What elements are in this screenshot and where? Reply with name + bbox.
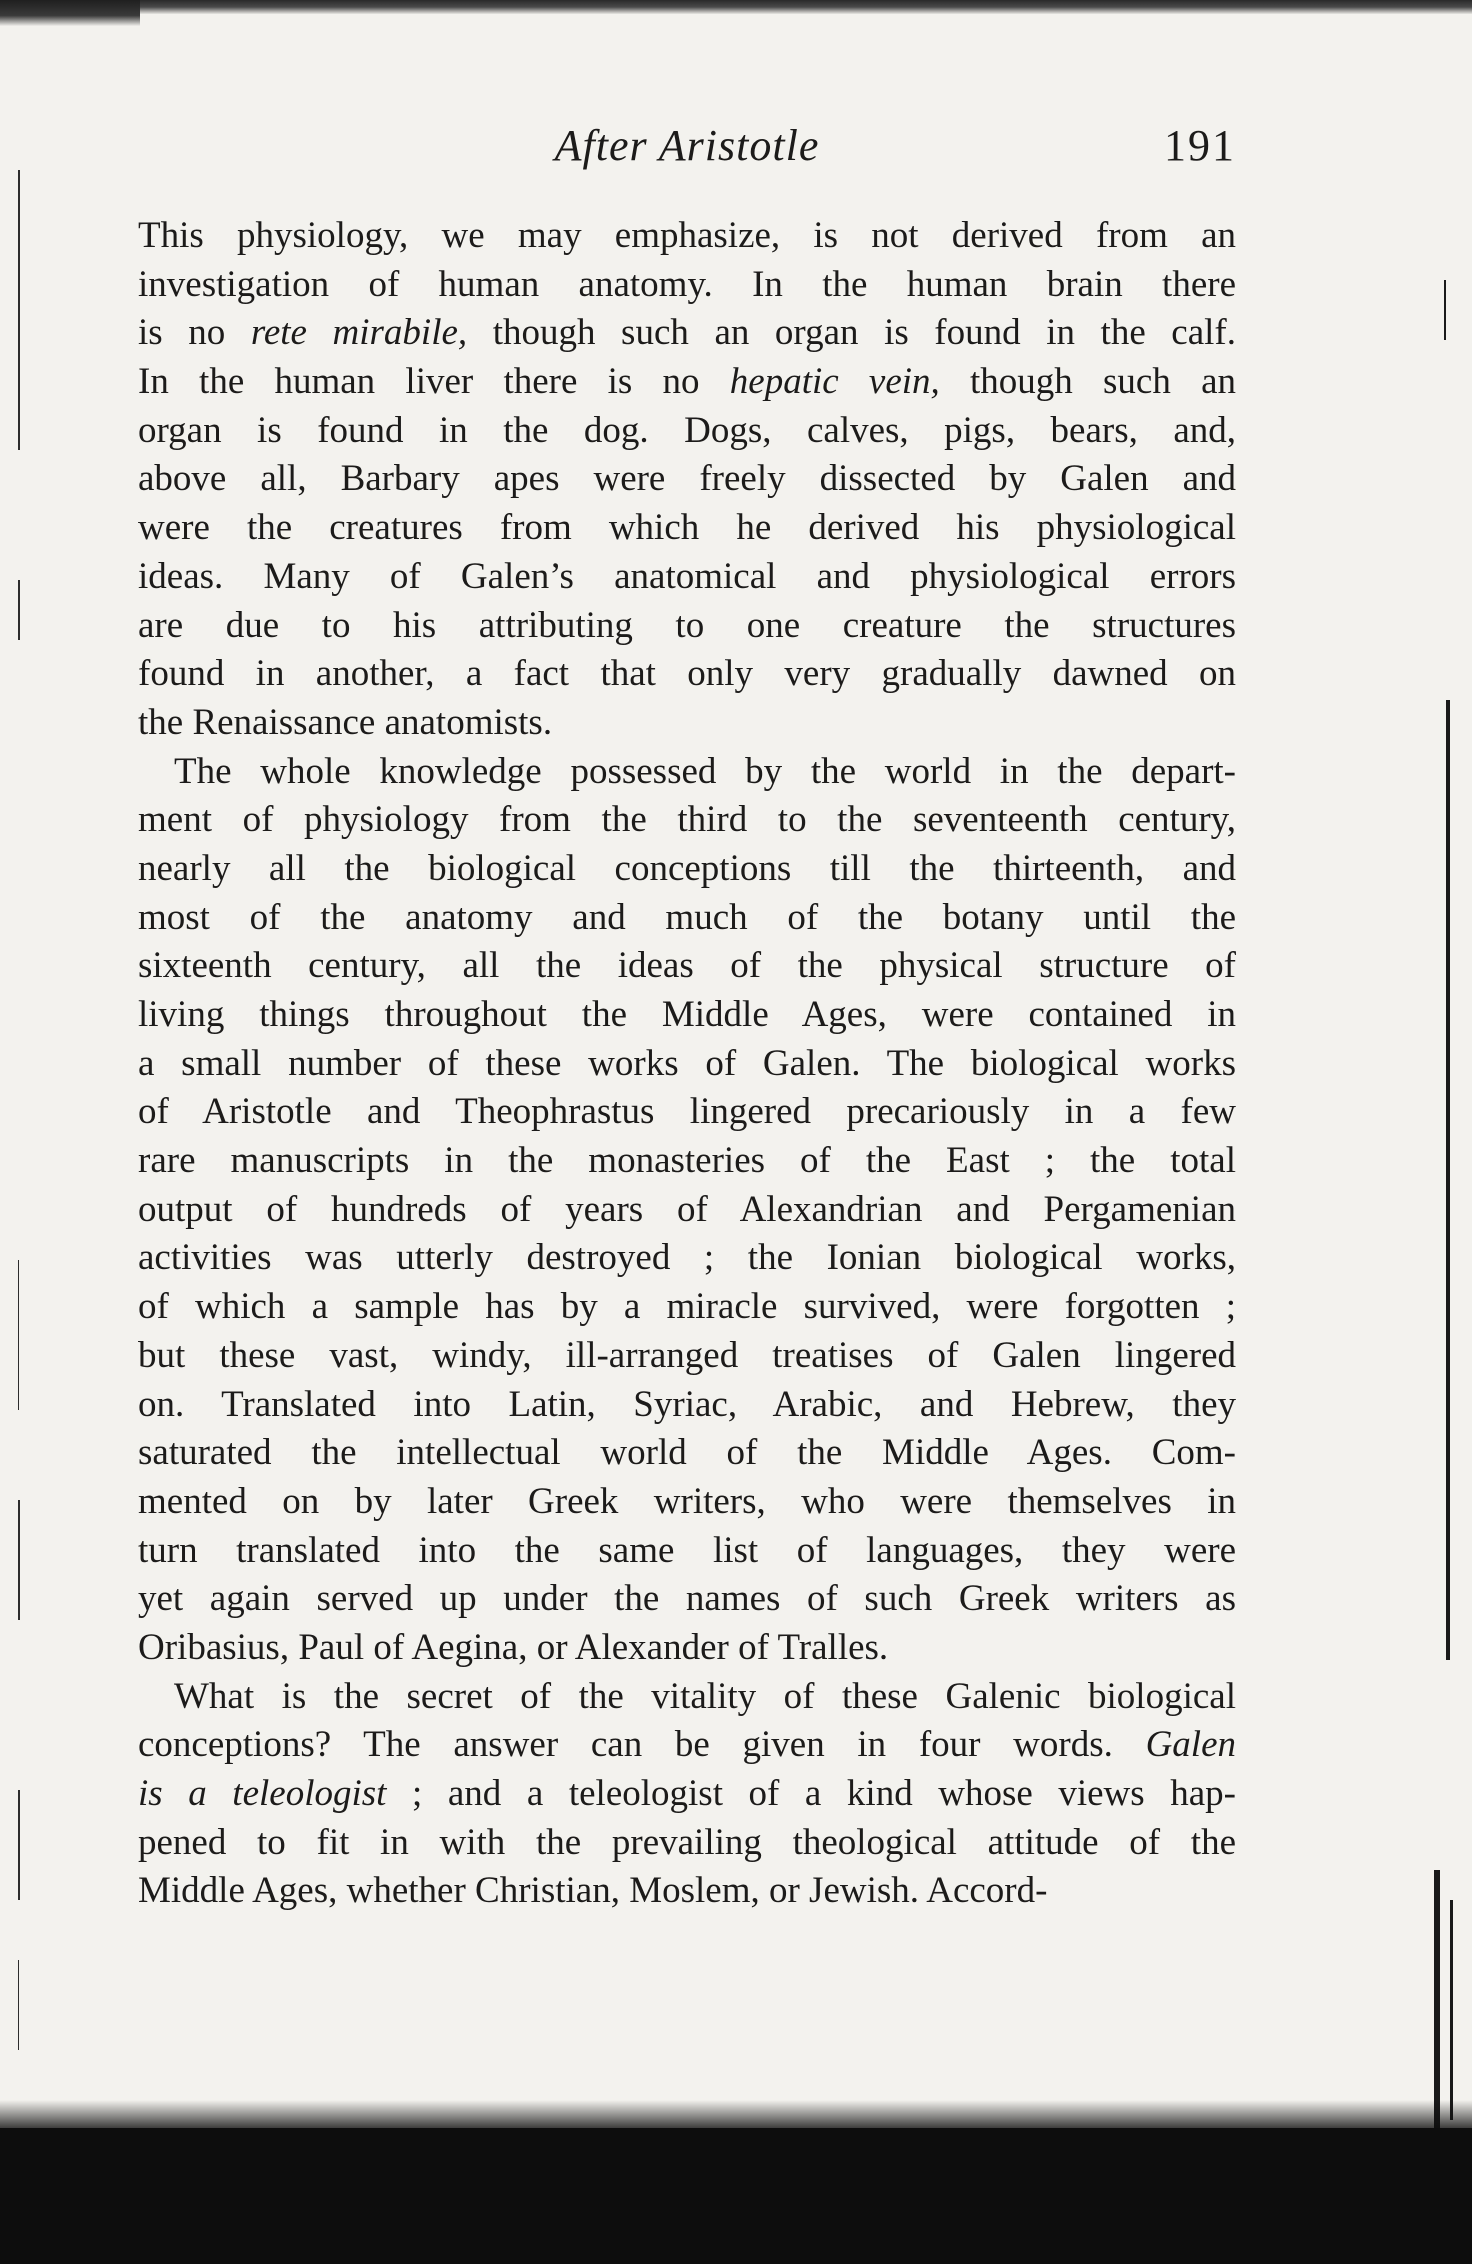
text-line: ment of physiology from the third to the seventeenth century, bbox=[138, 799, 1236, 841]
text-line: Oribasius, Paul of Aegina, or Alexander of Tralles. bbox=[138, 1626, 889, 1668]
text-line: of Aristotle and Theophrastus lingered precariously in a few bbox=[138, 1091, 1236, 1133]
page-number: 191 bbox=[1164, 121, 1236, 170]
scan-right-margin-mark bbox=[1446, 700, 1450, 1660]
italic-term: is a teleologist bbox=[138, 1773, 387, 1814]
paragraph bbox=[138, 748, 1236, 1673]
text-line: What is the secret of the vitality of these Galenic biological bbox=[174, 1675, 1236, 1717]
text-line: pened to fit in with the prevailing theological attitude of the bbox=[138, 1821, 1236, 1863]
text-line: investigation of human anatomy. In the human brain there bbox=[138, 263, 1236, 305]
text-line: output of hundreds of years of Alexandrian and Pergamenian bbox=[138, 1188, 1236, 1230]
text-line: is no rete mirabile, though such an organ is found in the calf. bbox=[138, 312, 1236, 354]
paragraph bbox=[138, 1673, 1236, 1916]
text-line: conceptions? The answer can be given in four words. Galen bbox=[138, 1724, 1236, 1766]
text-line: rare manuscripts in the monasteries of the East ; the total bbox=[138, 1140, 1236, 1182]
text-line: but these vast, windy, ill-arranged treatises of Galen lingered bbox=[138, 1334, 1236, 1376]
paragraph bbox=[138, 212, 1236, 748]
text-line: on. Translated into Latin, Syriac, Arabic, and Hebrew, they bbox=[138, 1383, 1236, 1425]
scan-top-corner-shadow bbox=[0, 0, 140, 26]
text-line: were the creatures from which he derived his physiological bbox=[138, 507, 1236, 549]
scan-left-margin-mark bbox=[18, 580, 20, 640]
page-header bbox=[138, 120, 1236, 190]
scan-right-margin-mark bbox=[1444, 280, 1446, 340]
text-line: activities was utterly destroyed ; the Ionian biological works, bbox=[138, 1237, 1236, 1279]
italic-term: hepatic vein, bbox=[729, 361, 940, 403]
text-line: a small number of these works of Galen. The biological works bbox=[138, 1042, 1236, 1084]
scan-left-margin-mark bbox=[18, 170, 20, 450]
text-line: organ is found in the dog. Dogs, calves, pigs, bears, and, bbox=[138, 409, 1236, 451]
running-title: After Aristotle bbox=[554, 121, 820, 170]
text-line: found in another, a fact that only very gradually dawned on bbox=[138, 653, 1236, 695]
text-line: Middle Ages, whether Christian, Moslem, or Jewish. Accord- bbox=[138, 1870, 1048, 1912]
scan-top-edge bbox=[0, 0, 1472, 14]
text-line: living things throughout the Middle Ages, were contained in bbox=[138, 994, 1236, 1035]
text-line: yet again served up under the names of such Greek writers as bbox=[138, 1578, 1236, 1620]
text-line: turn translated into the same list of languages, they were bbox=[138, 1529, 1236, 1571]
text-line: mented on by later Greek writers, who were themselves in bbox=[138, 1480, 1236, 1522]
italic-term: rete mirabile, bbox=[250, 312, 468, 354]
text-line: of which a sample has by a miracle survived, were forgotten ; bbox=[138, 1286, 1236, 1328]
scan-bottom-edge bbox=[0, 2128, 1472, 2264]
italic-term: Galen bbox=[1145, 1724, 1236, 1766]
text-line: The whole knowledge possessed by the world in the depart- bbox=[174, 750, 1236, 792]
scan-left-margin-mark bbox=[18, 1960, 19, 2050]
body-text bbox=[138, 212, 1236, 1916]
text-line: ideas. Many of Galen’s anatomical and physiological errors bbox=[138, 555, 1236, 597]
text-line: This physiology, we may emphasize, is not derived from an bbox=[138, 215, 1236, 256]
text-line: the Renaissance anatomists. bbox=[138, 701, 553, 743]
text-line: In the human liver there is no hepatic vein, though such an bbox=[138, 361, 1236, 403]
text-line: nearly all the biological conceptions till the thirteenth, and bbox=[138, 847, 1236, 889]
scan-right-margin-mark bbox=[1450, 1900, 1453, 2120]
scan-right-margin-mark bbox=[1434, 1870, 1440, 2130]
text-line: sixteenth century, all the ideas of the physical structure of bbox=[138, 945, 1236, 987]
text-line: saturated the intellectual world of the Middle Ages. Com- bbox=[138, 1432, 1236, 1474]
scan-left-margin-mark bbox=[18, 1500, 20, 1620]
text-line: are due to his attributing to one creature the structures bbox=[138, 604, 1236, 646]
text-line: above all, Barbary apes were freely dissected by Galen and bbox=[138, 458, 1236, 500]
text-line: is a teleologist ; and a teleologist of a kind whose views hap- bbox=[138, 1773, 1236, 1814]
scan-left-margin-mark bbox=[18, 1790, 20, 1900]
text-line: most of the anatomy and much of the botany until the bbox=[138, 896, 1236, 938]
scan-left-margin-mark bbox=[18, 1260, 19, 1410]
